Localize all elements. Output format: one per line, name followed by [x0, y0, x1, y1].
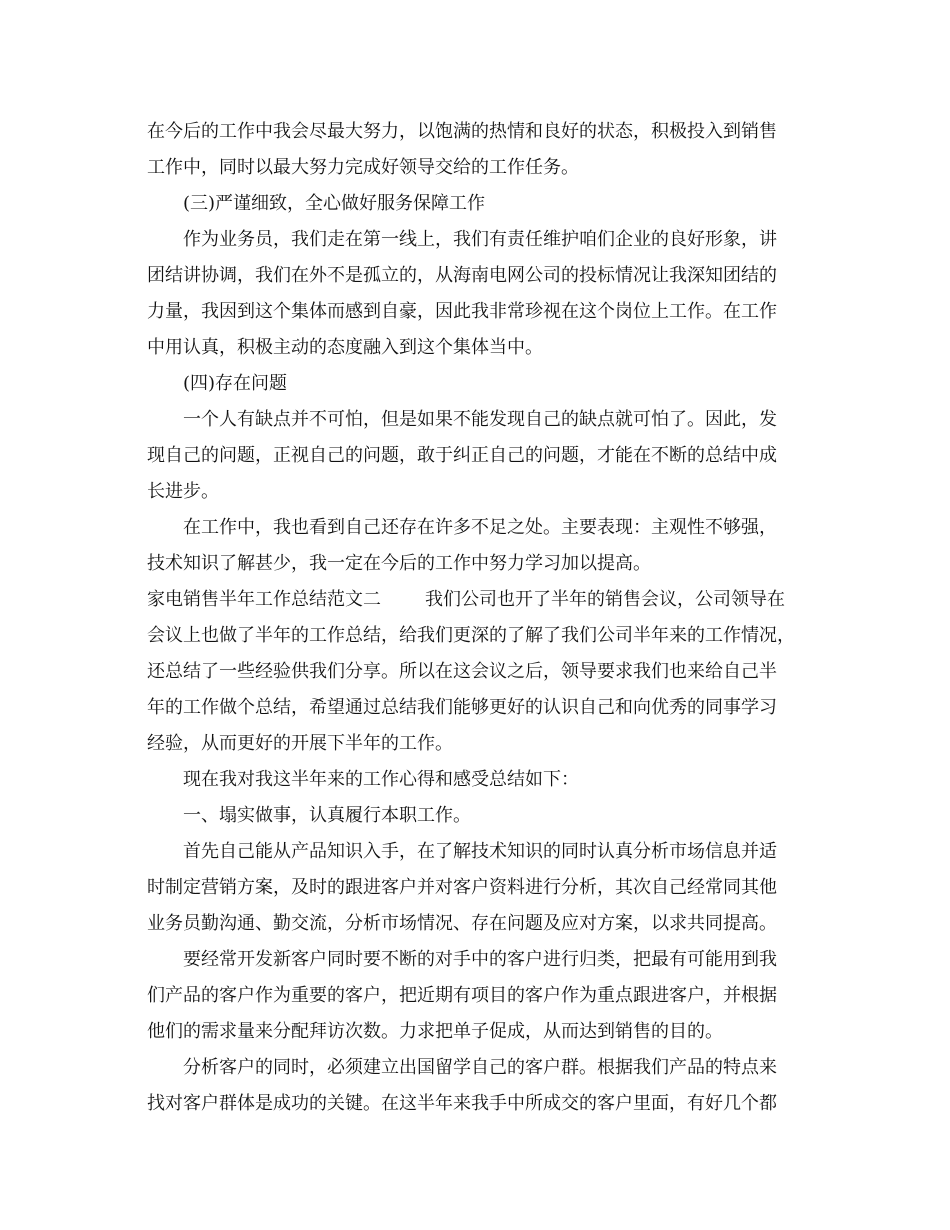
text-line: 业务员勤沟通、勤交流，分析市场情况、存在问题及应对方案，以求共同提高。	[147, 913, 777, 934]
text-line: 分析客户的同时，必须建立出国留学自己的客户群。根据我们产品的特点来	[183, 1057, 777, 1078]
text-line: 工作中，同时以最大努力完成好领导交给的工作任务。	[147, 157, 579, 178]
document-subtitle: 家电销售半年工作总结范文二	[147, 589, 381, 610]
text-line: 一个人有缺点并不可怕，但是如果不能发现自己的缺点就可怕了。因此，发	[183, 409, 777, 430]
text-line: 技术知识了解甚少，我一定在今后的工作中努力学习加以提高。	[147, 553, 651, 574]
text-line-inline: 我们公司也开了半年的销售会议，公司领导在	[425, 589, 785, 610]
text-line: 作为业务员，我们走在第一线上，我们有责任维护咱们企业的良好形象，讲	[183, 229, 777, 250]
text-line: 长进步。	[147, 481, 219, 502]
text-line: 要经常开发新客户同时要不断的对手中的客户进行归类，把最有可能用到我	[183, 949, 777, 970]
text-line: 年的工作做个总结，希望通过总结我们能够更好的认识自己和向优秀的同事学习	[147, 697, 777, 718]
document-body	[147, 114, 807, 1122]
text-line: 找对客户群体是成功的关键。在这半年来我手中所成交的客户里面，有好几个都	[147, 1093, 777, 1114]
text-line: 团结讲协调，我们在外不是孤立的，从海南电网公司的投标情况让我深知团结的	[147, 265, 777, 286]
text-line: 中用认真，积极主动的态度融入到这个集体当中。	[147, 337, 543, 358]
text-line: 在工作中，我也看到自己还存在许多不足之处。主要表现：主观性不够强，	[183, 517, 777, 538]
text-line: 力量，我因到这个集体而感到自豪，因此我非常珍视在这个岗位上工作。在工作	[147, 301, 777, 322]
text-line: 会议上也做了半年的工作总结，给我们更深的了解了我们公司半年来的工作情况，	[147, 625, 795, 646]
text-line: 在今后的工作中我会尽最大努力，以饱满的热情和良好的状态，积极投入到销售	[147, 121, 777, 142]
text-line: 首先自己能从产品知识入手，在了解技术知识的同时认真分析市场信息并适	[183, 841, 777, 862]
section-heading: (四)存在问题	[183, 373, 288, 394]
text-line: 现自己的问题，正视自己的问题，敢于纠正自己的问题，才能在不断的总结中成	[147, 445, 777, 466]
title-line	[147, 582, 807, 618]
section-heading: 一、塌实做事，认真履行本职工作。	[183, 805, 471, 826]
text-line: 们产品的客户作为重要的客户，把近期有项目的客户作为重点跟进客户，并根据	[147, 985, 777, 1006]
section-heading: (三)严谨细致，全心做好服务保障工作	[183, 193, 486, 214]
text-line: 还总结了一些经验供我们分享。所以在这会议之后，领导要求我们也来给自己半	[147, 661, 777, 682]
text-line: 时制定营销方案，及时的跟进客户并对客户资料进行分析，其次自己经常同其他	[147, 877, 777, 898]
text-line: 他们的需求量来分配拜访次数。力求把单子促成，从而达到销售的目的。	[147, 1021, 723, 1042]
text-line: 经验，从而更好的开展下半年的工作。	[147, 733, 453, 754]
text-line: 现在我对我这半年来的工作心得和感受总结如下：	[183, 769, 579, 790]
